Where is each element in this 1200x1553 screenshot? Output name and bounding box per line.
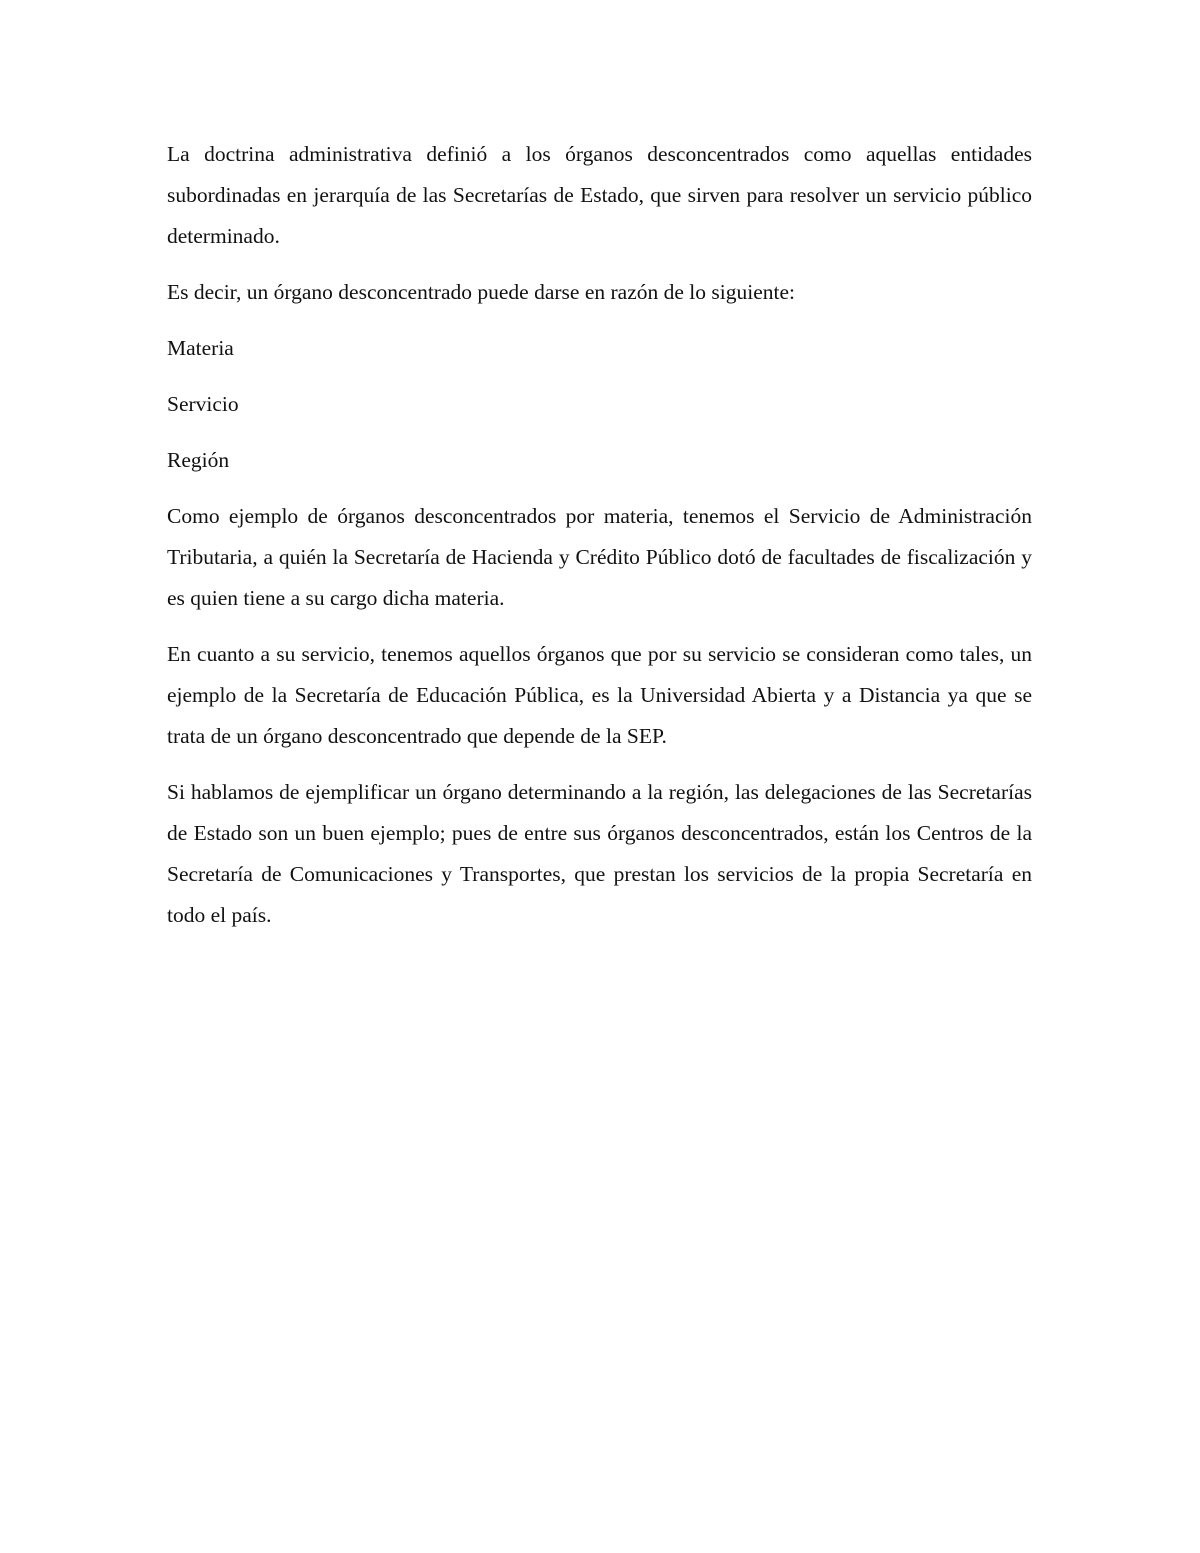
paragraph-region-example: Si hablamos de ejemplificar un órgano determinando a la región, las delegaciones de las Secretarías de Estado son un buen ejemplo; pues de entre sus órganos desconcentrados, están los Centros de la Secretaría de Comunicaciones y Transportes, que prestan los servicios de la propia Secretaría en todo el país. [167, 780, 1032, 927]
paragraph-servicio-example: En cuanto a su servicio, tenemos aquellos órganos que por su servicio se consideran como tales, un ejemplo de la Secretaría de Educación Pública, es la Universidad Abierta y a Distancia ya que se trata de un órgano desconcentrado que depende de la SEP. [167, 642, 1032, 748]
paragraph-intro-list: Es decir, un órgano desconcentrado puede darse en razón de lo siguiente: [167, 280, 795, 304]
paragraph-materia-example: Como ejemplo de órganos desconcentrados por materia, tenemos el Servicio de Administración Tributaria, a quién la Secretaría de Hacienda y Crédito Público dotó de facultades de fiscalización y es quien tiene a su cargo dicha materia. [167, 504, 1032, 610]
paragraph-definition: La doctrina administrativa definió a los órganos desconcentrados como aquellas entidades subordinadas en jerarquía de las Secretarías de Estado, que sirven para resolver un servicio público determinado. [167, 142, 1032, 248]
list-item-materia: Materia [167, 336, 234, 360]
list-item-servicio: Servicio [167, 392, 239, 416]
document-body [167, 134, 1032, 951]
list-item-region: Región [167, 448, 230, 472]
